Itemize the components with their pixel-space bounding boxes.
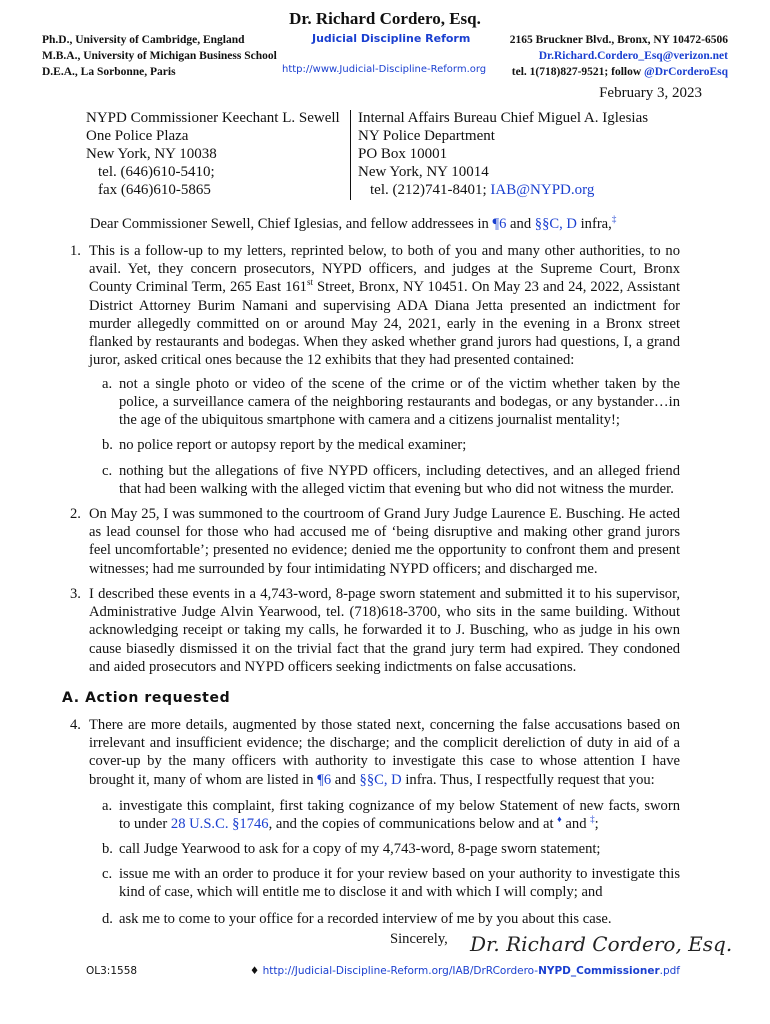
list-item-label: c. (102, 463, 113, 479)
org-name[interactable]: Judicial Discipline Reform (312, 32, 471, 45)
recipient-right-line: Internal Affairs Bureau Chief Miguel A. Iglesias (358, 110, 649, 126)
diamond-mark[interactable]: ♦ (557, 814, 562, 825)
recipient-right-tel-line (358, 181, 648, 199)
recipient-right (358, 109, 648, 199)
list-item-text: issue me with an order to produce it for your review based on your authority to investigate this kind of case, which will entitle me to disclose it and with which I will comply; and (119, 866, 680, 901)
paragraph-3 (70, 585, 680, 676)
list-item (102, 865, 680, 901)
recipient-left-line: NYPD Commissioner Keechant L. Sewell (86, 110, 340, 126)
paragraph-2-text: On May 25, I was summoned to the courtroom of Grand Jury Judge Laurence E. Busching. He acted as lead counsel for those who had accused me of ‘being disruptive and making other grand jurors feel uncomfortable’; presented no evidence; denied me the opportunity to confront them and present witnesses; had me surrounded by four intimidating NYPD officers; and discharged me. (89, 506, 680, 577)
paragraph-1-text-a: This is a follow-up to my letters, reprinted below, to both of you and many other authorities, to no avail. Yet, they concern prosecutors, NYPD officers, and judges at the Supreme Court, Bronx County Criminal Term, 265 East 161 (89, 243, 680, 296)
paragraph-4-link-para6[interactable]: ¶6 (317, 771, 332, 788)
footer-code: OL3:1558 (86, 965, 138, 977)
recipient-right-line: PO Box 10001 (358, 146, 448, 162)
contact-email-link[interactable]: Dr.Richard.Cordero_Esq@verizon.net (538, 50, 728, 62)
credential-mba: M.B.A., University of Michigan Business School (42, 50, 277, 62)
list-item-text: nothing but the allegations of five NYPD officers, including detectives, and an alleged friend that had been walking with the alleged victim that evening but who did not witness the murder. (119, 463, 680, 498)
list-item-label: b. (102, 437, 113, 453)
letter-date: February 3, 2023 (599, 85, 702, 101)
footer-bullet: ♦ (249, 965, 260, 977)
credential-dea: D.E.A., La Sorbonne, Paris (42, 66, 176, 78)
list-item (102, 840, 680, 858)
footer-url-link[interactable]: http://Judicial-Discipline-Reform.org/IAB/DrRCordero-NYPD_Commissioner.pdf (262, 965, 680, 977)
list-item (102, 462, 680, 498)
recipient-left-line: One Police Plaza (86, 128, 189, 144)
list-item (102, 375, 680, 430)
list-item-text: investigate this complaint, first taking cognizance of my below Statement of new facts, sworn to under (119, 798, 680, 833)
list-item-label: c. (102, 866, 113, 882)
paragraph-4-link-sections[interactable]: §§C, D (359, 771, 402, 788)
double-dagger-mark[interactable]: ‡ (590, 814, 595, 825)
iab-email-link[interactable]: IAB@NYPD.org (490, 182, 595, 198)
list-item-label: b. (102, 841, 113, 857)
credential-phd: Ph.D., University of Cambridge, England (42, 34, 245, 46)
paragraph-number: 1. (70, 243, 81, 259)
closing: Sincerely, (390, 931, 448, 947)
salutation-link-sections[interactable]: §§C, D (534, 216, 577, 232)
recipient-left-line: tel. (646)610-5410; (98, 164, 215, 180)
salutation-tail: infra, (580, 216, 612, 232)
list-item-label: d. (102, 911, 113, 927)
credentials (42, 32, 277, 80)
contact-address: 2165 Bruckner Blvd., Bronx, NY 10472-6506 (509, 34, 728, 46)
list-item-text: ; (594, 816, 599, 833)
list-item (102, 436, 680, 454)
list-item-text: call Judge Yearwood to ask for a copy of my 4,743-word, 8-page sworn statement; (119, 841, 601, 857)
signature: Dr. Richard Cordero, Esq. (470, 932, 733, 956)
recipient-left-line: New York, NY 10038 (86, 146, 217, 162)
list-item-text: ask me to come to your office for a recorded interview of me by you about this case. (119, 911, 612, 927)
letterhead-name: Dr. Richard Cordero, Esq. (289, 9, 481, 28)
list-item-text: , and the copies of communications below and at (268, 816, 554, 833)
salutation-text: Dear Commissioner Sewell, Chief Iglesias, and fellow addressees in (90, 216, 489, 232)
recipient-right-line: NY Police Department (358, 128, 495, 144)
list-item-text: and (565, 816, 587, 833)
recipient-left-line: fax (646)610-5865 (98, 182, 211, 198)
contact-phone-text: tel. 1(718)827-9521; follow (511, 66, 645, 78)
paragraph-1-text-b: Street, Bronx, NY 10451. On May 23 and 24, 2022, Assistant District Attorney Burim Namani and supervising ADA Diana Jetta presented an indictment for murder allegedly committed on or around May 24, 2021, early in the evening in a Bronx street flanked by restaurants and bodegas. When they asked whether grand jurors had questions, I, a grand juror, asked critical ones because the 12 exhibits that they had presented contained: (89, 279, 680, 369)
salutation-link-para6[interactable]: ¶6 (492, 216, 507, 232)
footer-url (250, 965, 680, 977)
salutation-and: and (510, 216, 532, 232)
paragraph-4 (70, 716, 680, 789)
salutation-mark[interactable]: ‡ (611, 214, 617, 225)
paragraph-4-and: and (334, 771, 356, 788)
list-item-text: not a single photo or video of the scene of the crime or of the victim whether taken by the police, a surveillance camera of the neighboring restaurants and bodegas, or any bystander…in the age of the ubiquitous smartphone with camera and a citizens journalist mentality!; (119, 376, 680, 429)
recipient-left (86, 109, 340, 199)
list-item (102, 910, 680, 928)
paragraph-4-text-b: infra. Thus, I respectfully request that you: (405, 771, 655, 788)
paragraph-1 (70, 242, 680, 369)
recipient-divider (350, 110, 351, 200)
list-item (102, 797, 680, 833)
list-item-text: no police report or autopsy report by the medical examiner; (119, 437, 467, 453)
salutation (90, 216, 616, 233)
paragraph-number: 2. (70, 506, 81, 522)
contact-block (510, 32, 728, 80)
paragraph-3-text: I described these events in a 4,743-word, 8-page sworn statement and submitted it to his supervisor, Administrative Judge Alvin Yearwood, tel. (718)618-3700, who sits in the same building. Without acknowledging receipt or taking my calls, he forwarded it to J. Busching, who as judge in his own cause biasedly dismissed it on the trivial fact that the grand jury term had expired. They condoned and aided prosecutors and NYPD officers seeking indictments on false accusations. (89, 586, 680, 675)
paragraph-4-text-a: There are more details, augmented by those stated next, concerning the false accusations based on irrelevant and insufficient evidence; the discharge; and the complicit dereliction of duty in aid of a cover-up by the many officers with authority to investigate this case to whose attention I have brought it, many of whom are listed in (89, 717, 680, 788)
recipient-right-tel: tel. (212)741-8401; (370, 182, 487, 198)
ordinal-suffix: st (306, 277, 313, 288)
list-item-label: a. (102, 376, 113, 392)
usc-1746-link[interactable]: 28 U.S.C. §1746 (170, 816, 269, 833)
paragraph-number: 4. (70, 717, 81, 733)
paragraph-2 (70, 505, 680, 578)
paragraph-number: 3. (70, 586, 81, 602)
org-url-link[interactable]: http://www.Judicial-Discipline-Reform.org (282, 64, 487, 75)
recipient-right-line: New York, NY 10014 (358, 164, 489, 180)
contact-phone (510, 64, 728, 80)
twitter-link[interactable]: @DrCorderoEsq (644, 66, 728, 78)
list-item-label: a. (102, 798, 113, 814)
section-a-heading: A. Action requested (62, 690, 231, 706)
